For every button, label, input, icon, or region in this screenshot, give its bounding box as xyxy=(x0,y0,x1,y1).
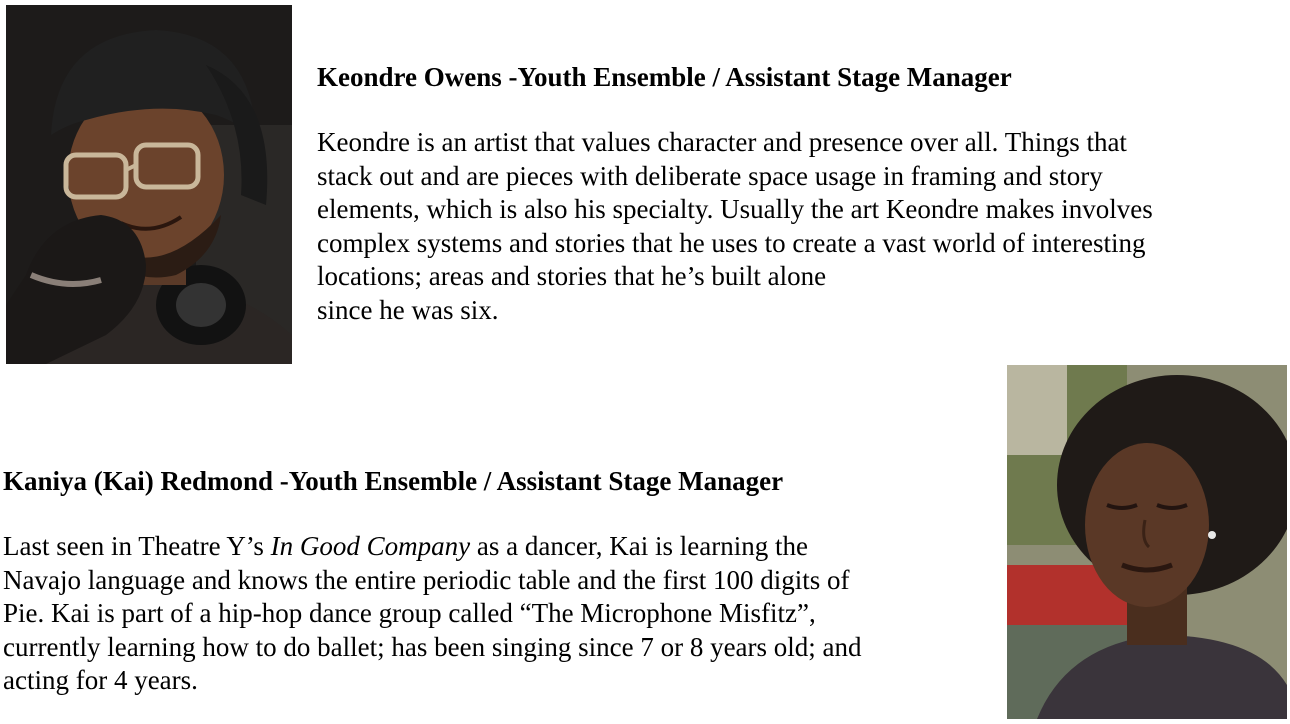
keondre-portrait-image xyxy=(6,5,292,364)
profile-kaniya xyxy=(3,464,963,698)
bio-line xyxy=(3,530,963,564)
bio-line: elements, which is also his specialty. Usually the art Keondre makes involves xyxy=(317,194,1153,225)
bio-line: Keondre is an artist that values character and presence over all. Things that xyxy=(317,127,1127,157)
show-title: In Good Company xyxy=(270,531,471,561)
bio-line: locations; areas and stories that he’s built alone xyxy=(317,261,827,292)
profile-bio xyxy=(317,126,1247,328)
profile-bio xyxy=(3,530,963,698)
bio-line: currently learning how to do ballet; has been singing since 7 or 8 years old; and xyxy=(3,631,862,662)
profile-name-role: Kaniya (Kai) Redmond -Youth Ensemble / Assistant Stage Manager xyxy=(3,466,784,496)
bio-line: Pie. Kai is part of a hip-hop dance group called “The Microphone Misfitz”, xyxy=(3,598,816,629)
profile-name-role: Keondre Owens -Youth Ensemble / Assistant Stage Manager xyxy=(317,62,1012,92)
keondre-photo xyxy=(6,5,292,364)
profile-keondre xyxy=(317,60,1247,328)
bio-line: acting for 4 years. xyxy=(3,665,198,696)
bio-text-segment: as a dancer, Kai is learning the xyxy=(470,531,808,561)
bio-line: Navajo language and knows the entire periodic table and the first 100 digits of xyxy=(3,564,850,595)
kaniya-portrait-image xyxy=(1007,365,1287,719)
bio-line: complex systems and stories that he uses to create a vast world of interesting xyxy=(317,227,1146,258)
bio-line: since he was six. xyxy=(317,294,499,325)
bio-line: stack out and are pieces with deliberate space usage in framing and story xyxy=(317,160,1103,191)
kaniya-photo xyxy=(1007,365,1287,719)
bio-text-segment: Last seen in Theatre Y’s xyxy=(3,531,271,561)
